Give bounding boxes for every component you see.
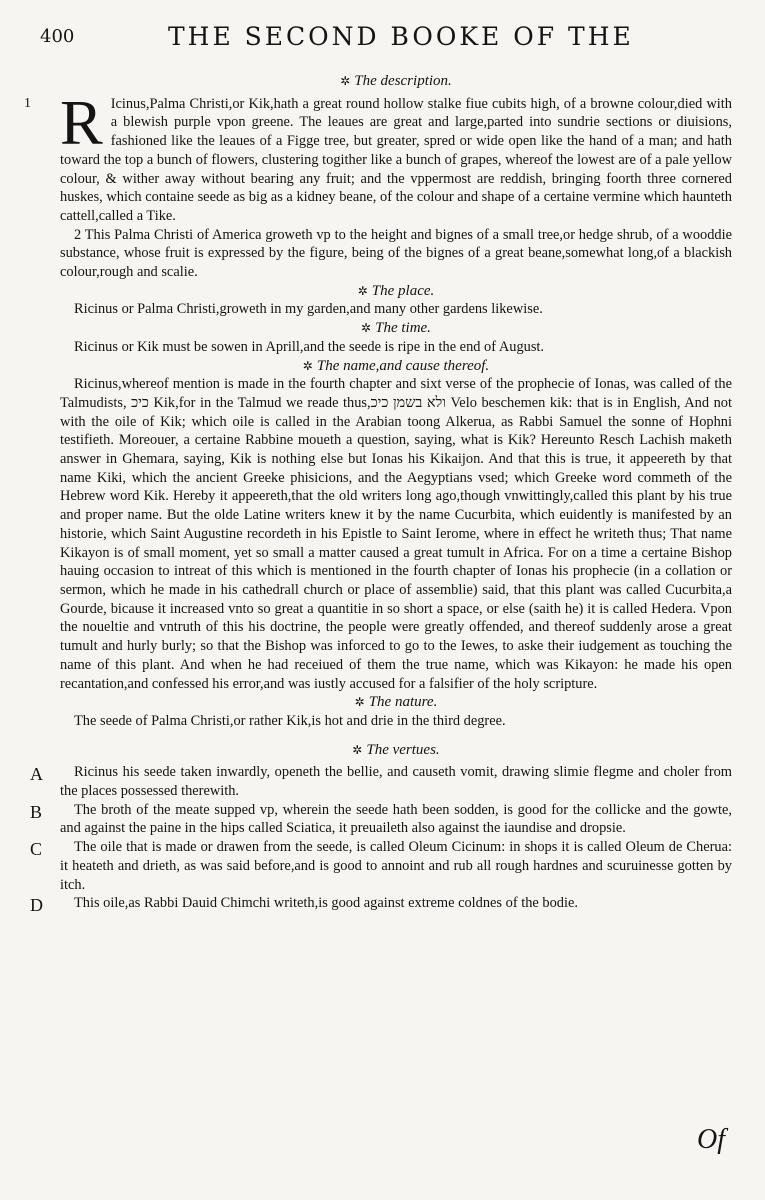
time-text: Ricinus or Kik must be sowen in Aprill,and the seede is ripe in the end of August. — [74, 338, 545, 355]
vertue-letter: A — [30, 764, 43, 785]
vertue-item: D This oile,as Rabbi Dauid Chimchi writeth,is good against extreme coldnes of the bodie. — [60, 894, 732, 913]
catchword: Of — [697, 1124, 725, 1155]
paragraph-number: 1 — [24, 95, 31, 111]
name-text: Ricinus,whereof mention is made in the fourth chapter and sixt verse of the prophecie of Ionas, was called of the Talmudists, כיכ Kik,for in the Talmud we reade thus,ולא בשמן כיכ Velo beschemen kik: that is in English, And not with the oile of Kik; which oile is called in the Arabian toong Alkerua, as Rabbi Samuel the sonne of Hophni testifieth. Moreouer, a certaine Rabbine moueth a question, saying, what is Kik? Hereunto Resch Lachish maketh answer in Ghemara, saying, Kik is nothing else but Ionas his Kikaijon. And that this is true, it appeereth by that name Kiki, which the ancient Greeke phisicions, and the Aegyptians vsed; which Greeke word commeth of the Hebrew word Kik. Hereby it appeereth,that the old writers long ago,though vnwittingly,called this plant by his true and proper name. But the olde Latine writers knew it by the name Cucurbita, which euidently is manifested by an historie, which Saint Augustine recordeth in his Epistle to Saint Ierome, where in effect he writeth thus; That name Kikayon is of small moment, yet so small a matter caused a great tumult in Africa. For on a time a certaine Bishop hauing occasion to intreat of this which is mentioned in the fourth chapter of Ionas his prophecie (in a collation or sermon, which he made in his cathedrall church or place of assemblie) said, that this plant was called Cucurbita,a Gourde, bicause it increased vnto so great a quantitie in so short a space, or else (saith he) it is called Hedera. Vpon the noueltie and vntruth of this his doctrine, the people were greatly offended, and thereof suddenly arose a great tumult and hurly burly; so that the Bishop was inforced to go to the Iewes, to aske their iudgement as touching the name of this plant. And when he had receiued of them the true name, which was Kikayon: he made his open recantation,and confessed his error,and was iustly accused for a falsifier of the holy scripture. — [60, 376, 732, 692]
heading-ornament-icon: ✲ — [352, 742, 363, 757]
drop-cap: R — [60, 86, 103, 158]
section-heading-place: ✲ The place. — [357, 282, 435, 299]
page-header — [40, 22, 740, 52]
vertue-letter: C — [30, 839, 43, 860]
section-heading-vertues: ✲ The vertues. — [352, 741, 440, 758]
heading-ornament-icon: ✲ — [354, 695, 365, 710]
vertue-item: B The broth of the meate supped vp, wherein the seede hath been sodden, is good for the collicke and the gowte, and against the paine in the hips called Sciatica, it preuaileth also against the iaundise and dropsie. — [60, 801, 732, 838]
vertue-letter: D — [30, 895, 43, 916]
description-paragraph-2: 2 This Palma Christi of America groweth vp to the height and bignes of a small tree,or hedge shrub, of a wooddie substance, whose fruit is expressed by the figure, being of the bignes of a great beane,somewhat long,of a blackish colour,rough and scalie. — [60, 226, 732, 281]
nature-text: The seede of Palma Christi,or rather Kik,is hot and drie in the third degree. — [74, 712, 506, 729]
heading-ornament-icon: ✲ — [357, 283, 368, 298]
heading-ornament-icon: ✲ — [302, 358, 313, 373]
section-heading-nature: ✲ The nature. — [354, 694, 438, 711]
vertue-letter: B — [30, 801, 43, 822]
page-body — [24, 72, 732, 916]
running-title: THE SECOND BOOKE OF THE — [168, 22, 634, 51]
heading-ornament-icon: ✲ — [340, 74, 351, 88]
section-heading-name: ✲ The name,and cause thereof. — [302, 357, 490, 374]
vertue-item: C The oile that is made or drawen from the seede, is called Oleum Cicinum: in shops it is called Oleum de Cherua: it heateth and drieth, as was said before,and is good to annoint and rub all rough hardnes and scuruinesse gotten by itch. — [60, 838, 732, 894]
section-heading-time: ✲ The time. — [361, 320, 431, 337]
description-paragraph-1: 1 R Icinus,Palma Christi,or Kik,hath a great round hollow stalke fiue cubits high, of a browne colour,died with a blewish purple vpon greene. The leaues are great and large,parted into sundrie sections or diuisions, fashioned like the leaues of a Figge tree, but greater, spred or wide open like the hand of a man; and hath toward the top a bunch of flowers, clustering togither like a bunch of grapes, whereof the lowest are of a pale yellow colour, & wither away without bearing any fruit; and the vppermost are reddish, bringing foorth three cornered huskes, which containe seede as big as a kidney beane, of the colour and shape of a certaine vermine which haunteth cattell,called a Tike. — [24, 86, 732, 224]
place-text: Ricinus or Palma Christi,groweth in my garden,and many other gardens likewise. — [74, 301, 543, 318]
page-number: 400 — [40, 26, 75, 47]
heading-ornament-icon: ✲ — [361, 321, 372, 336]
vertue-item: A Ricinus his seede taken inwardly, openeth the bellie, and causeth vomit, drawing slimie flegme and choler from the places possessed therewith. — [60, 763, 732, 800]
section-heading-description: ✲ The description. — [340, 73, 452, 89]
